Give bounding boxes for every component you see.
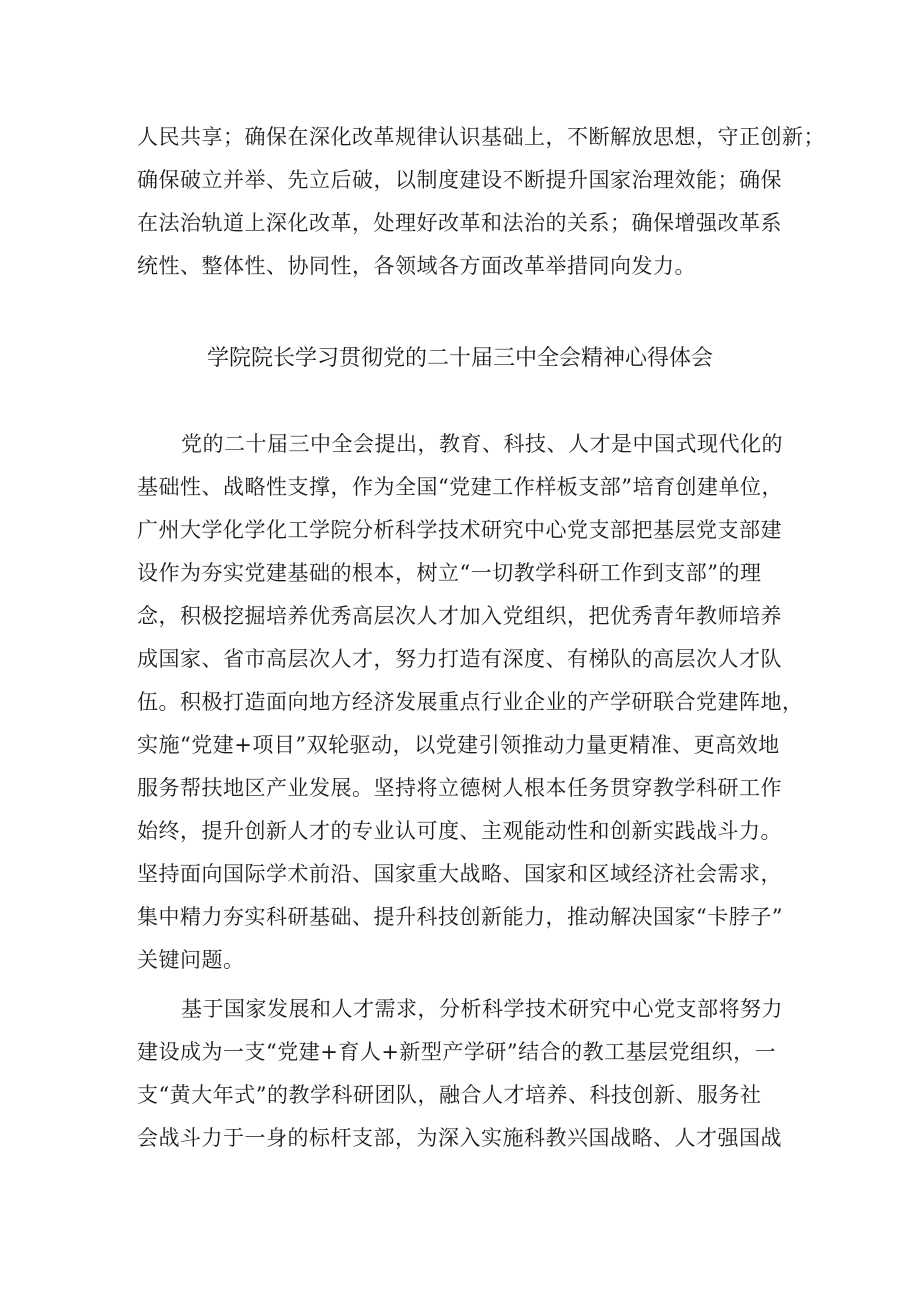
text-line: 在法治轨道上深化改革，处理好改革和法治的关系；确保增强改革系 [137,211,782,235]
text-line: 广州大学化学化工学院分析科学技术研究中心党支部把基层党支部建 [137,518,782,542]
text-line: 服务帮扶地区产业发展。坚持将立德树人根本任务贯穿教学科研工作 [137,776,782,800]
text-line: 基于国家发展和人才需求，分析科学技术研究中心党支部将努力 [181,997,783,1021]
text-line: 确保破立并举、先立后破，以制度建设不断提升国家治理效能；确保 [137,168,782,192]
text-line: 关键问题。 [137,948,245,972]
text-line: 支“黄大年式”的教学科研团队，融合人才培养、科技创新、服务社 [137,1083,762,1107]
text-line: 设作为夯实党建基础的根本，树立“一切教学科研工作到支部”的理 [137,561,762,585]
text-line: 集中精力夯实科研基础、提升科技创新能力，推动解决国家“卡脖子” [137,905,783,929]
text-line: 会战斗力于一身的标杆支部，为深入实施科教兴国战略、人才强国战 [137,1126,782,1150]
text-line: 成国家、省市高层次人才，努力打造有深度、有梯队的高层次人才队 [137,647,782,671]
text-line: 人民共享；确保在深化改革规律认识基础上，不断解放思想，守正创新； [137,125,825,149]
text-line: 始终，提升创新人才的专业认可度、主观能动性和创新实践战斗力。 [137,819,782,843]
text-line: 党的二十届三中全会提出，教育、科技、人才是中国式现代化的 [181,432,783,456]
article-title: 学院院长学习贯彻党的二十届三中全会精神心得体会 [206,346,713,371]
text-line: 坚持面向国际学术前沿、国家重大战略、国家和区域经济社会需求， [137,862,782,886]
text-line: 统性、整体性、协同性，各领域各方面改革举措同向发力。 [137,254,696,278]
text-line: 实施“党建+项目”双轮驱动，以党建引领推动力量更精准、更高效地 [137,733,780,757]
text-line: 建设成为一支“党建+育人+新型产学研”结合的教工基层党组织，一 [137,1040,777,1064]
text-line: 伍。积极打造面向地方经济发展重点行业企业的产学研联合党建阵地， [137,690,804,714]
text-line: 基础性、战略性支撑，作为全国“党建工作样板支部”培育创建单位， [137,475,783,499]
text-line: 念，积极挖掘培养优秀高层次人才加入党组织，把优秀青年教师培养 [137,604,782,628]
